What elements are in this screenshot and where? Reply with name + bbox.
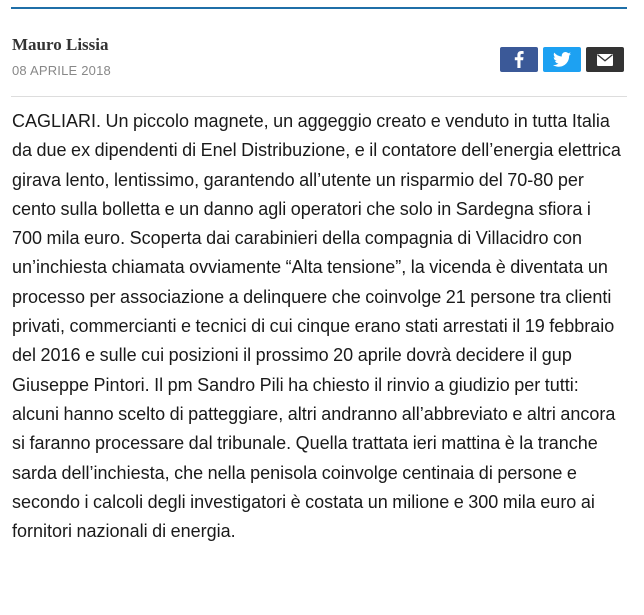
- article-body: CAGLIARI. Un piccolo magnete, un aggeggio creato e venduto in tutta Italia da due ex dipendenti di Enel Distribuzione, e il contatore dell’energia elettrica girava lento, lentissimo, garantendo all’utente un risparmio del 70-80 per cento sulla bolletta e un danno agli operatori che solo in Sardegna sfiora i 700 mila euro. Scoperta dai carabinieri della compagnia di Villacidro con un’inchiesta chiamata ovviamente “Alta tensione”, la vicenda è diventata un processo per associazione a delinquere che coinvolge 21 persone tra clienti privati, commercianti e tecnici di cui cinque erano stati arrestati il 19 febbraio del 2016 e sulle cui posizioni il prossimo 20 aprile dovrà decidere il gup Giuseppe Pintori. Il pm Sandro Pili ha chiesto il rinvio a giudizio per tutti: alcuni hanno scelto di patteggiare, altri andranno all’abbreviato e altri ancora si faranno processare dal tribunale. Quella trattata ieri mattina è la tranche sarda dell’inchiesta, che nella penisola coinvolge centinaia di persone e secondo i calcoli degli investigatori è costata un milione e 300 mila euro ai fornitori nazionali di energia.: [12, 111, 621, 542]
- header-divider: [11, 96, 627, 97]
- mail-icon: [597, 54, 613, 66]
- share-buttons: [500, 47, 624, 72]
- byline: [12, 34, 111, 79]
- email-share-button[interactable]: [586, 47, 624, 72]
- top-accent-rule: [11, 7, 627, 9]
- author-name[interactable]: Mauro Lissia: [12, 35, 109, 54]
- twitter-share-button[interactable]: [543, 47, 581, 72]
- facebook-share-button[interactable]: [500, 47, 538, 72]
- twitter-icon: [553, 52, 571, 67]
- facebook-icon: [514, 51, 524, 68]
- publish-date: 08 APRILE 2018: [12, 63, 111, 78]
